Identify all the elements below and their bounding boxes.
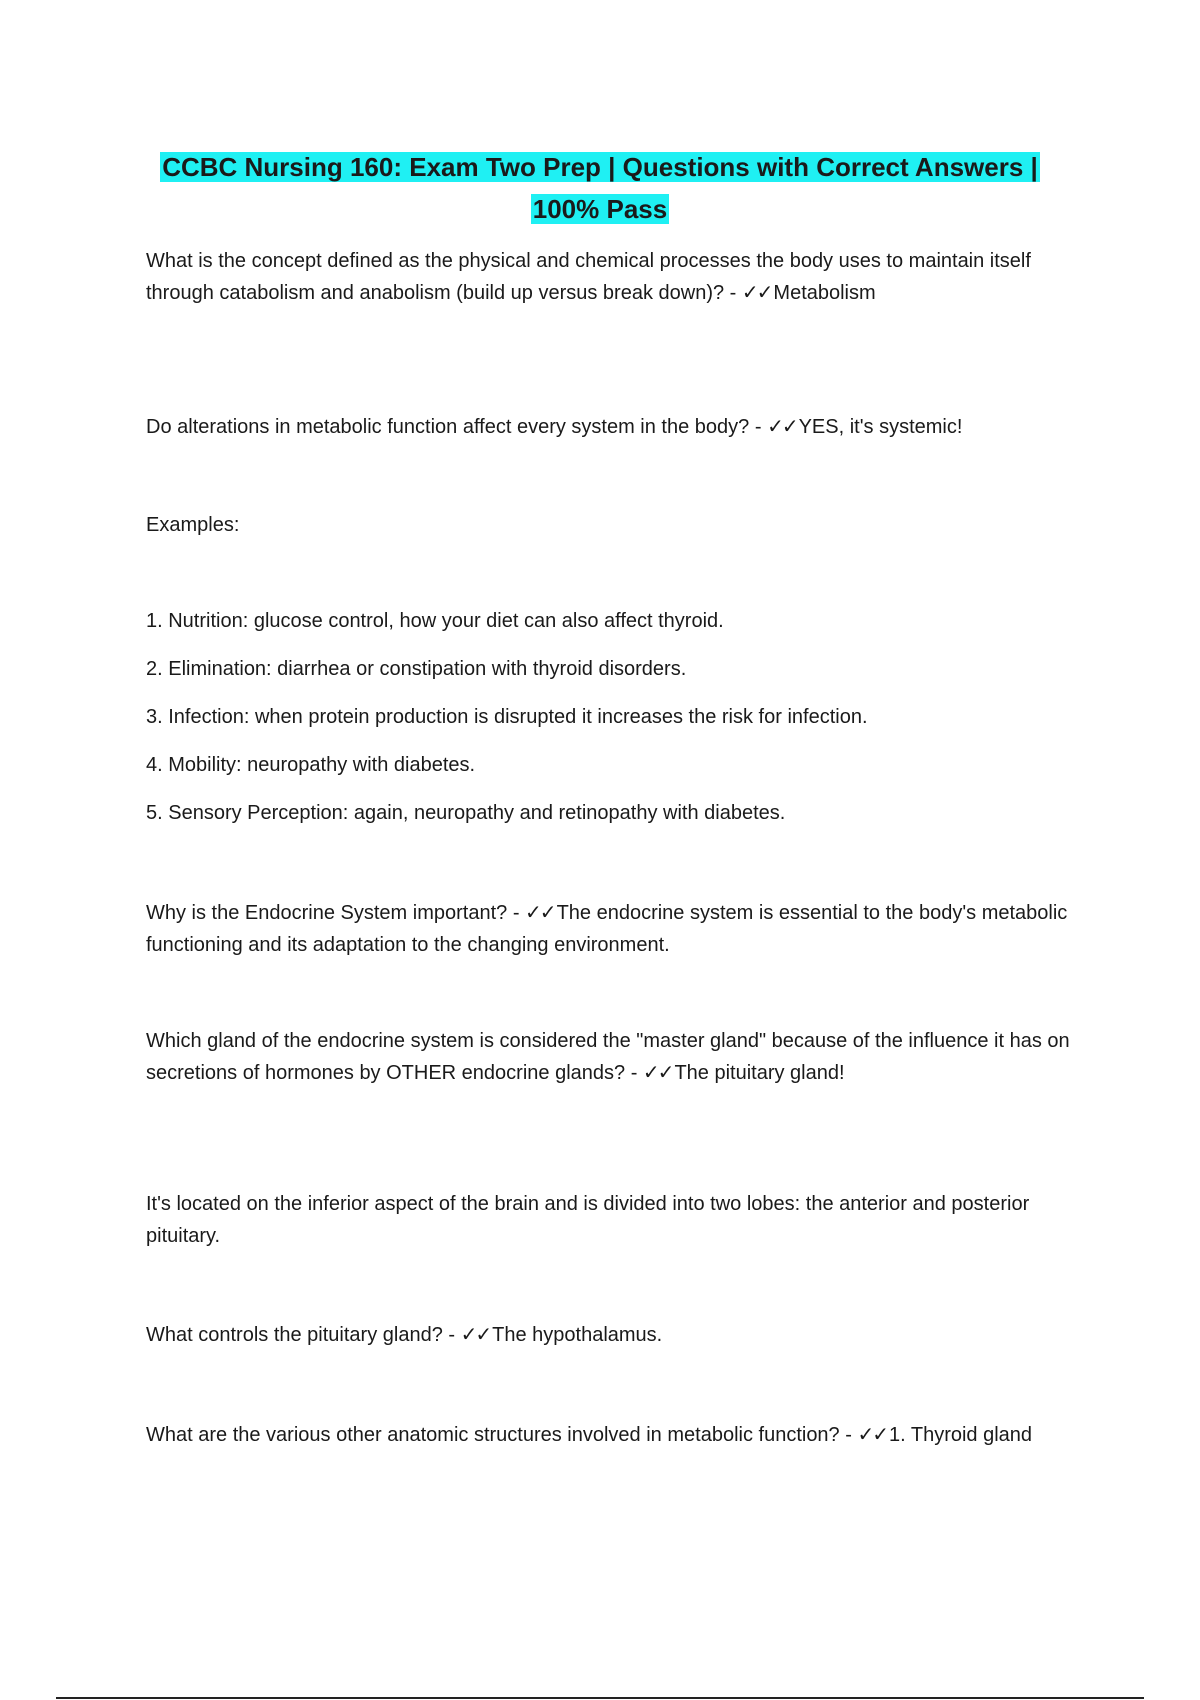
question-text: Why is the Endocrine System important? - [146, 902, 520, 924]
qa-metabolism [146, 245, 1076, 309]
question-text: What is the concept defined as the physical and chemical processes the body uses to maintain itself through catabolism and anabolism (build up versus break down)? - [146, 250, 1031, 304]
qa-endocrine-importance [146, 897, 1076, 961]
page-bottom-divider [56, 1697, 1144, 1699]
qa-master-gland [146, 1025, 1076, 1089]
answer-text: The hypothalamus. [492, 1324, 663, 1346]
pituitary-note: It's located on the inferior aspect of the brain and is divided into two lobes: the anterior and posterior pituitary. [146, 1193, 1030, 1247]
answer-text: The pituitary gland! [674, 1062, 845, 1084]
question-text: Which gland of the endocrine system is considered the "master gland" because of the influence it has on secretions of hormones by OTHER endocrine glands? - [146, 1030, 1070, 1084]
answer-text: YES, it's systemic! [798, 416, 963, 438]
double-check-icon: ✓✓ [460, 1324, 491, 1346]
double-check-icon: ✓✓ [857, 1424, 887, 1446]
list-item: 4. Mobility: neuropathy with diabetes. [146, 754, 476, 776]
list-item: 3. Infection: when protein production is disrupted it increases the risk for infection. [146, 706, 868, 728]
document-title [150, 146, 1050, 230]
qa-hypothalamus [146, 1319, 1076, 1351]
double-check-icon: ✓✓ [741, 282, 772, 304]
answer-text: Metabolism [773, 282, 876, 304]
qa-anatomic-structures [146, 1419, 1076, 1451]
title-highlight: CCBC Nursing 160: Exam Two Prep | Questions with Correct Answers | 100% Pass [162, 152, 1038, 224]
double-check-icon: ✓✓ [525, 902, 555, 924]
double-check-icon: ✓✓ [642, 1062, 673, 1084]
examples-label: Examples: [146, 514, 240, 536]
list-item: 1. Nutrition: glucose control, how your diet can also affect thyroid. [146, 610, 724, 632]
answer-text: 1. Thyroid gland [888, 1424, 1033, 1446]
double-check-icon: ✓✓ [767, 416, 797, 438]
question-text: Do alterations in metabolic function affect every system in the body? - [146, 416, 762, 438]
question-text: What controls the pituitary gland? - [146, 1324, 456, 1346]
qa-systemic [146, 411, 1076, 443]
question-text: What are the various other anatomic structures involved in metabolic function? - [146, 1424, 852, 1446]
answer-text: The endocrine system is essential to the body's metabolic functioning and its adaptation to the changing environment. [146, 902, 1068, 956]
list-item: 5. Sensory Perception: again, neuropathy and retinopathy with diabetes. [146, 802, 786, 824]
list-item: 2. Elimination: diarrhea or constipation with thyroid disorders. [146, 658, 687, 680]
